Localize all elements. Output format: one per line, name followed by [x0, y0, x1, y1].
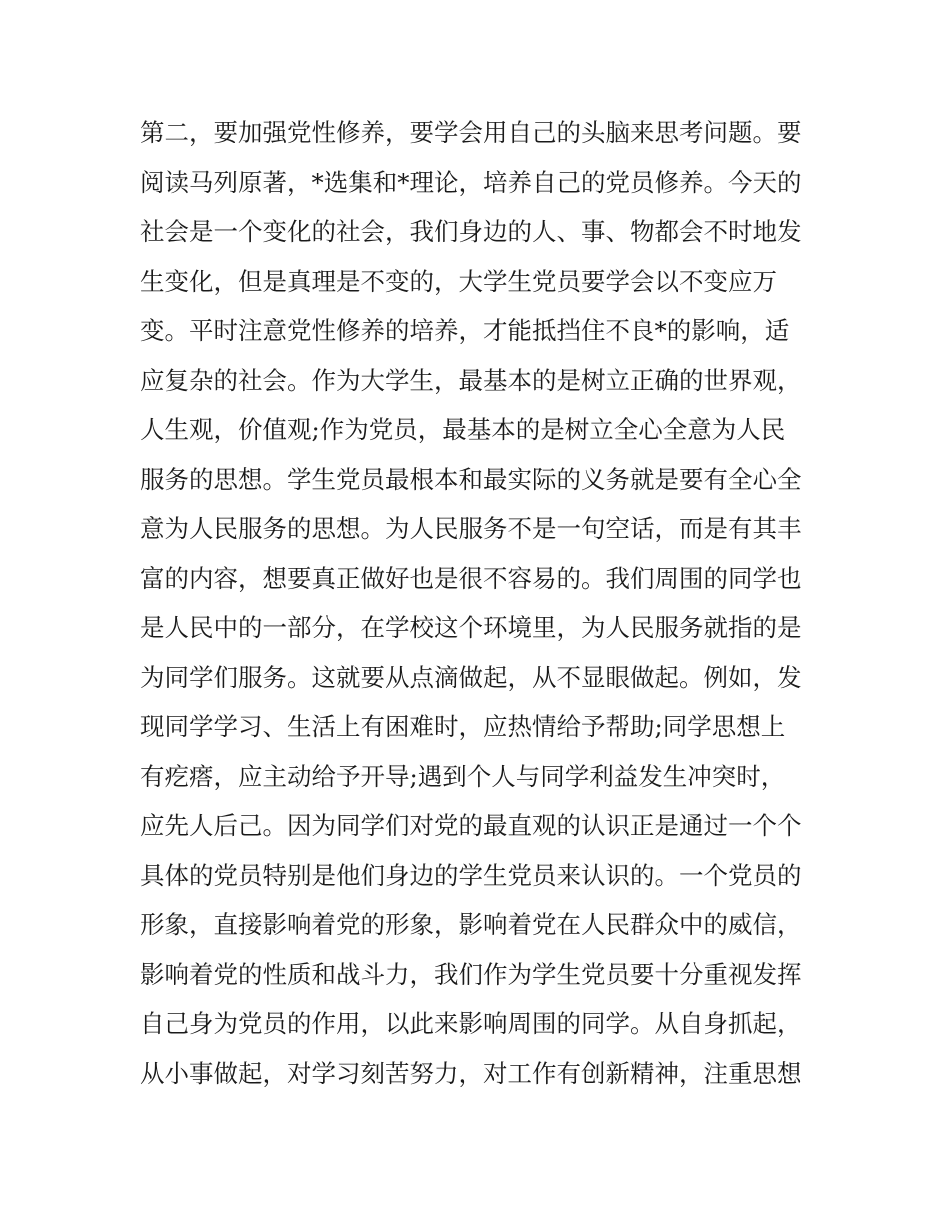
text-line-6: 应复杂的社会。作为大学生，最基本的是树立正确的世界观，: [140, 365, 802, 395]
text-line-18: 影响着党的性质和战斗力，我们作为学生党员要十分重视发挥: [140, 959, 802, 989]
text-line-8: 服务的思想。学生党员最根本和最实际的义务就是要有全心全: [140, 464, 802, 494]
text-line-2: 阅读马列原著，*选集和*理论，培养自己的党员修养。今天的: [140, 167, 802, 197]
text-line-10: 富的内容，想要真正做好也是很不容易的。我们周围的同学也: [140, 563, 802, 593]
text-line-4: 生变化，但是真理是不变的，大学生党员要学会以不变应万: [140, 266, 777, 296]
body-paragraph: [140, 108, 820, 1098]
text-line-15: 应先人后己。因为同学们对党的最直观的认识正是通过一个个: [140, 811, 802, 840]
text-line-5: 变。平时注意党性修养的培养，才能抵挡住不良*的影响，适: [140, 316, 790, 345]
text-line-11: 是人民中的一部分，在学校这个环境里，为人民服务就指的是: [140, 613, 802, 642]
text-line-7: 人生观，价值观;作为党员，最基本的是树立全心全意为人民: [140, 415, 786, 444]
text-line-17: 形象，直接影响着党的形象，影响着党在人民群众中的威信，: [140, 910, 802, 939]
text-line-3: 社会是一个变化的社会，我们身边的人、事、物都会不时地发: [140, 217, 802, 246]
text-line-12: 为同学们服务。这就要从点滴做起，从不显眼做起。例如，发: [140, 662, 802, 692]
text-line-16: 具体的党员特别是他们身边的学生党员来认识的。一个党员的: [140, 860, 802, 890]
text-line-19: 自己身为党员的作用，以此来影响周围的同学。从自身抓起，: [140, 1009, 802, 1038]
text-line-9: 意为人民服务的思想。为人民服务不是一句空话，而是有其丰: [140, 514, 802, 543]
text-line-14: 有疙瘩，应主动给予开导;遇到个人与同学利益发生冲突时，: [140, 761, 786, 791]
text-line-20: 从小事做起，对学习刻苦努力，对工作有创新精神，注重思想: [140, 1058, 802, 1088]
text-line-1: 第二，要加强党性修养，要学会用自己的头脑来思考问题。要: [140, 118, 802, 147]
text-line-13: 现同学学习、生活上有困难时，应热情给予帮助;同学思想上: [140, 712, 786, 741]
